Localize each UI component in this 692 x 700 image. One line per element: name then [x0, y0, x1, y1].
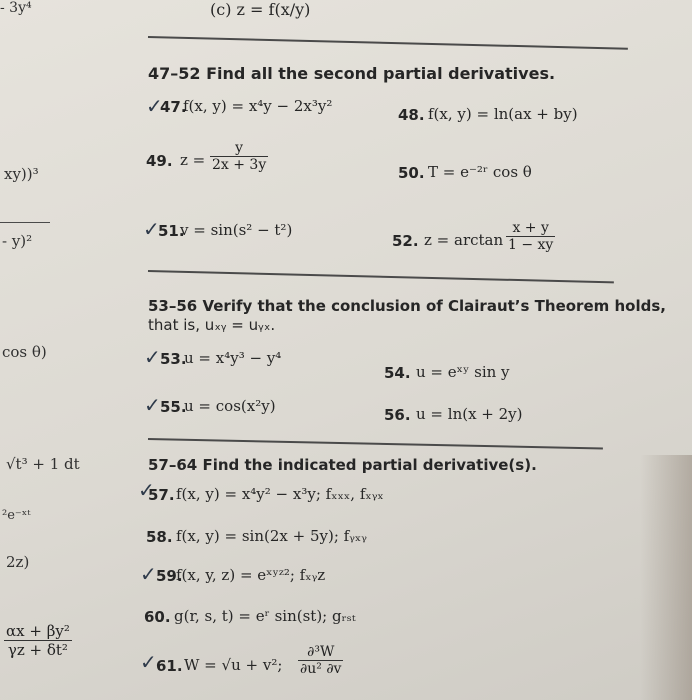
checkmark-icon: ✓ — [144, 345, 161, 369]
problem-expression: u = x⁴y³ − y⁴ — [184, 349, 282, 367]
checkmark-icon: ✓ — [138, 478, 155, 502]
top-item: (c) z = f(x/y) — [210, 0, 311, 19]
problem-expression: W = √u + v²; — [184, 656, 283, 674]
thumb-shadow — [640, 455, 692, 700]
checkmark-icon: ✓ — [140, 650, 157, 674]
problem-number: 55. — [160, 398, 187, 416]
fraction-denominator: γz + δt² — [4, 640, 72, 659]
problem-expression: z = — [180, 151, 206, 169]
section-divider — [148, 36, 628, 50]
section-heading: 53–56 Verify that the conclusion of Clairaut’s Theorem holds, — [148, 297, 666, 315]
problem-number: 59. — [156, 567, 183, 585]
fraction-denominator: 1 − xy — [508, 237, 554, 253]
fraction-numerator: αx + βy² — [6, 622, 70, 640]
fraction-numerator: y — [235, 140, 244, 156]
problem-number: 61. — [156, 657, 183, 675]
problem-expression: f(x, y) = x⁴y − 2x³y² — [183, 97, 333, 115]
section-heading-continuation: that is, uₓᵧ = uᵧₓ. — [148, 316, 276, 334]
problem-expression: u = eˣʸ sin y — [416, 363, 510, 381]
problem-fraction — [506, 220, 555, 253]
left-margin-fragment: - y)² — [2, 232, 33, 250]
problem-number: 49. — [146, 152, 173, 170]
fraction-denominator: ∂u² ∂v — [300, 661, 342, 677]
left-margin-fragment: 2z) — [6, 553, 30, 571]
problem-number: 52. — [392, 232, 419, 250]
left-margin-fraction — [4, 622, 72, 659]
problem-number: 48. — [398, 106, 425, 124]
problem-number: 51. — [158, 222, 185, 240]
section-divider — [148, 438, 603, 450]
problem-number: 57. — [148, 486, 175, 504]
checkmark-icon: ✓ — [140, 562, 157, 586]
left-margin-fragment: xy))³ — [4, 165, 39, 183]
section-heading: 47–52 Find all the second partial derivatives. — [148, 64, 556, 83]
problem-number: 58. — [146, 528, 173, 546]
problem-expression: f(x, y) = x⁴y² − x³y; fₓₓₓ, fₓᵧₓ — [176, 485, 384, 503]
problem-expression: u = ln(x + 2y) — [416, 405, 523, 423]
left-margin-fragment: cos θ) — [2, 343, 47, 361]
problem-number: 53. — [160, 350, 187, 368]
problem-number: 56. — [384, 406, 411, 424]
problem-number: 47. — [160, 98, 187, 116]
section-divider — [148, 270, 614, 283]
fraction-bar — [0, 222, 50, 223]
left-margin-fragment: - 3y⁴ — [0, 0, 32, 16]
section-heading: 57–64 Find the indicated partial derivative(s). — [148, 456, 537, 474]
problem-expression: T = e⁻²ʳ cos θ — [428, 163, 532, 181]
problem-fraction — [298, 644, 343, 677]
problem-expression: v = sin(s² − t²) — [180, 221, 293, 239]
problem-expression: z = arctan — [424, 231, 504, 249]
problem-fraction — [210, 140, 268, 173]
left-margin-fragment: √t³ + 1 dt — [6, 455, 80, 473]
problem-expression: f(x, y) = sin(2x + 5y); fᵧₓᵧ — [176, 527, 367, 545]
checkmark-icon: ✓ — [143, 217, 160, 241]
fraction-numerator: ∂³W — [307, 644, 335, 660]
checkmark-icon: ✓ — [144, 393, 161, 417]
problem-expression: u = cos(x²y) — [184, 397, 276, 415]
problem-expression: f(x, y) = ln(ax + by) — [428, 105, 578, 123]
left-margin-fragment: ²e⁻ˣᵗ — [2, 508, 31, 523]
checkmark-icon: ✓ — [146, 94, 163, 118]
problem-expression: f(x, y, z) = eˣʸᶻ²; fₓᵧz — [176, 566, 326, 584]
problem-number: 60. — [144, 608, 171, 626]
problem-number: 54. — [384, 364, 411, 382]
fraction-denominator: 2x + 3y — [212, 157, 267, 173]
problem-number: 50. — [398, 164, 425, 182]
problem-expression: g(r, s, t) = eʳ sin(st); gᵣₛₜ — [174, 607, 356, 625]
fraction-numerator: x + y — [512, 220, 549, 236]
